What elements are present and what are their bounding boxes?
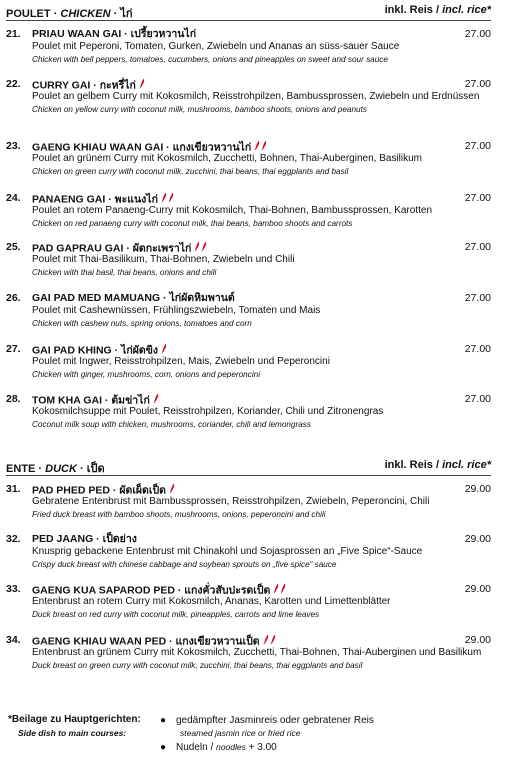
item-body <box>32 192 491 229</box>
item-number: 34. <box>6 634 21 646</box>
item-price: 27.00 <box>464 192 491 204</box>
item-body <box>32 28 491 65</box>
item-price: 29.00 <box>464 583 491 595</box>
item-name: PANAENG GAI · พะแนงไก่ <box>32 192 491 205</box>
item-number: 26. <box>6 292 21 304</box>
item-name-thai: เป็ดย่าง <box>102 533 137 545</box>
item-description-en: Coconut milk soup with chicken, mushrooms, coriander, chili and lemongrass <box>32 419 311 429</box>
item-name: GAI PAD KHING · ไก่ผัดขิง <box>32 343 491 356</box>
item-price: 27.00 <box>464 241 491 253</box>
option-de: Nudeln <box>176 742 208 753</box>
item-body <box>32 634 491 671</box>
item-name-latin: CURRY GAI <box>32 79 91 92</box>
item-description-en: Fried duck breast with bamboo shoots, mushrooms, onions, peperoncini and chili <box>32 509 326 519</box>
item-name-thai: กะหรี่ไก่ <box>99 79 136 92</box>
item-price: 27.00 <box>464 343 491 355</box>
item-name: GAENG KUA SAPAROD PED · แกงคั่วสับปะรดเป็ด <box>32 583 491 596</box>
item-description-en: Chicken with bell peppers, tomatoes, cucumbers, onions and pineapples on sweet and sour sauce <box>32 54 388 64</box>
item-price: 29.00 <box>464 533 491 545</box>
item-name-latin: GAENG KHIAU WAAN PED <box>32 635 167 648</box>
item-description-en: Chicken on yellow curry with coconut milk, mushrooms, bamboo shoots, onions and peanuts <box>32 104 367 114</box>
section-title-de: POULET <box>6 8 51 20</box>
item-body <box>32 533 491 570</box>
item-name-thai: แกงเขียวหวานไก่ <box>172 141 252 154</box>
item-number: 22. <box>6 78 21 90</box>
item-description-de: Poulet an gelbem Curry mit Kokosmilch, Reisstrohpilzen, Bambussprossen, Zwiebeln und Erdnüssen <box>32 91 480 102</box>
option-de: gedämpfter Jasminreis oder gebratener Reis <box>176 715 374 726</box>
item-name-thai: แกงเขียวหวานเป็ด <box>175 635 260 648</box>
section-note-en: incl. rice* <box>442 4 491 16</box>
item-name-latin: GAI PAD MED MAMUANG <box>32 292 161 304</box>
item-number: 27. <box>6 343 21 355</box>
item-description-en: Chicken on red panaeng curry with coconut milk, thai beans, bamboo shoots and carrots <box>32 218 353 228</box>
item-price: 27.00 <box>464 292 491 304</box>
bullet-icon: ● <box>160 715 167 726</box>
item-description-en: Chicken on green curry with coconut milk, zucchini, thai beans, thai eggplants and basil <box>32 166 349 176</box>
item-body <box>32 140 491 177</box>
item-description-en: Chicken with cashew nuts, spring onions, tomatoes and corn <box>32 318 252 328</box>
section-title-en: DUCK <box>45 463 77 475</box>
item-description-de: Gebratene Entenbrust mit Bambussprossen, Reisstrohpilzen, Zwiebeln, Peperoncini, Chili <box>32 496 430 507</box>
item-name-latin: GAI PAD KHING <box>32 344 112 357</box>
item-body <box>32 393 491 430</box>
item-description-de: Poulet mit Ingwer, Reisstrohpilzen, Mais, Zwiebeln und Peperoncini <box>32 356 330 367</box>
option-surcharge: + 3.00 <box>248 742 277 753</box>
side-dish-note-en: Side dish to main courses: <box>18 728 127 738</box>
item-description-de: Poulet mit Peperoni, Tomaten, Gurken, Zwiebeln und Ananas an süss-sauer Sauce <box>32 41 400 52</box>
side-dish-option-noodles <box>160 741 491 754</box>
section-ente <box>6 459 491 670</box>
item-price: 29.00 <box>464 483 491 495</box>
item-description-de: Entenbrust an grünem Curry mit Kokosmilch, Zucchetti, Thai-Bohnen, Thai-Auberginen und Basilikum <box>32 647 482 658</box>
item-name-thai: พะแนงไก่ <box>114 193 158 206</box>
option-en: noodles <box>216 742 246 752</box>
item-name-thai: ไก่ผัดหิมพานต์ <box>169 292 235 304</box>
item-description-de: Kokosmilchsuppe mit Poulet, Reisstrohpilzen, Koriander, Chili und Zitronengras <box>32 406 384 417</box>
item-number: 31. <box>6 483 21 495</box>
item-name-thai: ไก่ผัดขิง <box>121 344 158 357</box>
item-name-latin: PAD PHED PED <box>32 484 110 497</box>
item-name-thai: เปรี้ยวหวานไก่ <box>130 28 197 40</box>
item-body <box>32 241 491 278</box>
item-name-latin: TOM KHA GAI <box>32 394 102 407</box>
item-body <box>32 583 491 620</box>
item-description-en: Duck breast on red curry with coconut milk, pineapples, carrots and lime leaves <box>32 609 320 619</box>
option-noodles: Nudeln / noodles + 3.00 <box>176 742 277 753</box>
section-title: POULET · CHICKEN · ไก่ <box>6 8 133 20</box>
side-dish-footer <box>6 710 491 766</box>
item-name: PAD PHED PED · ผัดเผ็ดเป็ด <box>32 483 491 496</box>
item-description-de: Knusprig gebackene Entenbrust mit Chinakohl und Sojasprossen an „Five Spice“-Sauce <box>32 546 423 557</box>
item-name: PAD GAPRAU GAI · ผัดกะเพราไก่ <box>32 241 491 254</box>
section-title-en: CHICKEN <box>60 8 111 20</box>
section-title-th: ไก่ <box>120 8 133 20</box>
option-en: steamed jasmin rice or fried rice <box>180 728 301 738</box>
item-number: 24. <box>6 192 21 204</box>
item-price: 29.00 <box>464 634 491 646</box>
item-description-de: Poulet an rotem Panaeng-Curry mit Kokosmilch, Thai-Bohnen, Bambussprossen, Karotten <box>32 205 433 216</box>
item-description-de: Poulet an grünem Curry mit Kokosmilch, Zucchetti, Bohnen, Thai-Auberginen, Basilikum <box>32 153 422 164</box>
section-note-en: incl. rice* <box>442 459 491 471</box>
item-name-thai: ผัดเผ็ดเป็ด <box>119 484 166 497</box>
item-name-thai: แกงคั่วสับปะรดเป็ด <box>184 584 271 597</box>
section-title-de: ENTE <box>6 463 36 475</box>
section-note: inkl. Reis / incl. rice* <box>384 4 491 16</box>
bullet-icon: ● <box>160 742 167 753</box>
section-note-de: inkl. Reis <box>384 459 433 471</box>
item-number: 33. <box>6 583 21 595</box>
section-note: inkl. Reis / incl. rice* <box>384 459 491 471</box>
section-header-ente <box>6 459 491 473</box>
item-description-en: Chicken with ginger, mushrooms, corn, onions and peperoncini <box>32 369 261 379</box>
item-price: 27.00 <box>464 78 491 90</box>
item-number: 23. <box>6 140 21 152</box>
section-note-de: inkl. Reis <box>384 4 433 16</box>
item-body <box>32 78 491 115</box>
item-price: 27.00 <box>464 140 491 152</box>
item-name-latin: PED JAANG <box>32 533 94 545</box>
item-number: 21. <box>6 28 21 40</box>
item-description-de: Poulet mit Cashewnüssen, Frühlingszwiebeln, Tomaten und Mais <box>32 305 321 316</box>
item-name: PRIAU WAAN GAI · เปรี้ยวหวานไก่ <box>32 28 197 40</box>
item-name-latin: PANAENG GAI <box>32 193 106 206</box>
item-number: 25. <box>6 241 21 253</box>
item-number: 32. <box>6 533 21 545</box>
section-poulet <box>6 4 491 429</box>
item-body <box>32 343 491 380</box>
item-description-en: Chicken with thai basil, thai beans, onions and chili <box>32 267 217 277</box>
item-name-thai: ผัดกะเพราไก่ <box>132 242 192 255</box>
side-dish-option-rice <box>160 714 491 727</box>
item-price: 27.00 <box>464 28 491 40</box>
item-name-latin: GAENG KHIAU WAAN GAI <box>32 141 164 154</box>
section-title-th: เป็ด <box>86 463 105 475</box>
item-name: GAENG KHIAU WAAN GAI · แกงเขียวหวานไก่ <box>32 140 491 153</box>
item-name-latin: PAD GAPRAU GAI <box>32 242 124 255</box>
item-body <box>32 483 491 520</box>
side-dish-note-de: *Beilage zu Hauptgerichten: <box>8 714 141 725</box>
item-name-thai: ต้มข่าไก่ <box>111 394 150 407</box>
item-description-de: Entenbrust an rotem Curry mit Kokosmilch, Ananas, Karotten und Limettenblätter <box>32 596 391 607</box>
item-name-latin: GAENG KUA SAPAROD PED <box>32 584 175 597</box>
item-description-de: Poulet mit Thai-Basilikum, Thai-Bohnen, Zwiebeln und Chili <box>32 254 295 265</box>
item-name: PED JAANG · เป็ดย่าง <box>32 533 137 545</box>
section-divider <box>6 20 491 21</box>
item-price: 27.00 <box>464 393 491 405</box>
item-description-en: Crispy duck breast with chinese cabbage and soybean sprouts on „five spice“ sauce <box>32 559 337 569</box>
section-divider <box>6 475 491 476</box>
section-title: ENTE · DUCK · เป็ด <box>6 463 105 475</box>
item-name-latin: PRIAU WAAN GAI <box>32 28 122 40</box>
item-body <box>32 292 491 329</box>
section-header-poulet <box>6 4 491 18</box>
item-name: GAENG KHIAU WAAN PED · แกงเขียวหวานเป็ด <box>32 634 491 647</box>
item-name: TOM KHA GAI · ต้มข่าไก่ <box>32 393 491 406</box>
item-name: CURRY GAI · กะหรี่ไก่ <box>32 78 491 91</box>
item-description-en: Duck breast on green curry with coconut milk, zucchini, thai beans, thai eggplants and basil <box>32 660 363 670</box>
item-name: GAI PAD MED MAMUANG · ไก่ผัดหิมพานต์ <box>32 292 235 304</box>
item-number: 28. <box>6 393 21 405</box>
side-dish-options <box>160 714 491 754</box>
